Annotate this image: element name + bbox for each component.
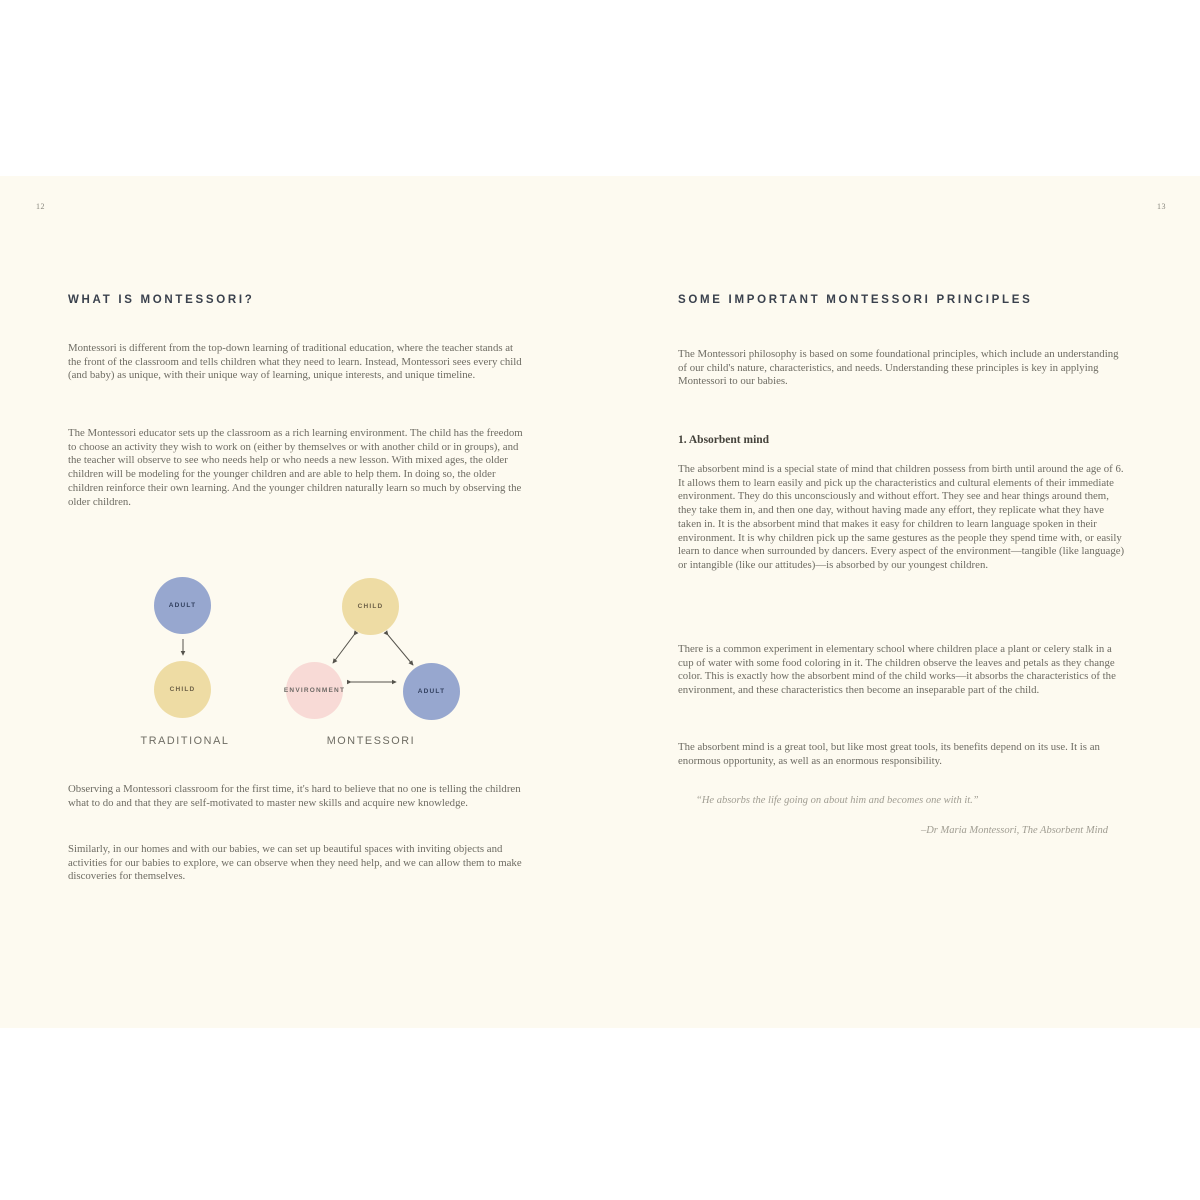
diagram-arrows	[68, 571, 526, 761]
right-page	[678, 176, 1130, 1028]
traditional-vs-montessori-diagram	[68, 571, 526, 761]
left-paragraph-1: Montessori is different from the top-down learning of traditional education, where the teacher stands at the front of the classroom and tells children what they need to learn. Instead, Montessori sees every child (and baby) as unique, with their unique way of learning, unique interests, and unique timeline.	[68, 342, 522, 382]
diagram-montessori-environment-label: ENVIRONMENT	[283, 687, 346, 694]
left-paragraph-4: Similarly, in our homes and with our babies, we can set up beautiful spaces with inviting objects and activities for our babies to explore, we can observe when they need help, and we can allow them to make discoveries for themselves.	[68, 843, 522, 883]
diagram-traditional-child-label: CHILD	[169, 686, 196, 693]
diagram-traditional-adult-label: ADULT	[168, 602, 197, 609]
page-number-right: 13	[1157, 202, 1166, 211]
right-paragraph-3: The absorbent mind is a great tool, but like most great tools, its benefits depend on its use. It is an enormous opportunity, as well as an enormous responsibility.	[678, 741, 1100, 767]
right-paragraph-1: The absorbent mind is a special state of mind that children possess from birth until around the age of 6. It allows them to learn easily and pick up the characteristics and cultural elements of their immediate environment. They do this unconsciously and without effort. They see and hear things around them, they take them in, and then one day, without having made any effort, they replicate what they have taken in. It is the absorbent mind that makes it easy for children to learn language spoken in their environment. It is why children pick up the same gestures as the people they spend time with, or easily learn to dance when surrounded by dancers. Every aspect of the environment—tangible (like language) or intangible (like our attitudes)—is absorbed by our youngest children.	[678, 463, 1125, 571]
montessori-quote: “He absorbs the life going on about him and becomes one with it.”	[696, 795, 979, 806]
diagram-montessori-child-label: CHILD	[357, 603, 384, 610]
diagram-montessori-caption: MONTESSORI	[326, 735, 416, 747]
diagram-montessori-adult-label: ADULT	[417, 688, 446, 695]
left-page-title: WHAT IS MONTESSORI?	[68, 294, 255, 306]
right-paragraph-2: There is a common experiment in elementary school where children place a plant or celery stalk in a cup of water with some food coloring in it. The children observe the leaves and petals as they change color. This is exactly how the absorbent mind of the child works—it absorbs the characteristics of the environment, and these characteristics then become an inseparable part of the child.	[678, 643, 1116, 697]
page-number-left: 12	[36, 202, 45, 211]
left-page	[68, 176, 526, 1028]
right-intro-paragraph: The Montessori philosophy is based on some foundational principles, which include an understanding of our child's nature, characteristics, and needs. Understanding these principles is key in applying Montessori to our babies.	[678, 348, 1119, 388]
right-page-title: SOME IMPORTANT MONTESSORI PRINCIPLES	[678, 294, 1033, 306]
left-paragraph-2: The Montessori educator sets up the classroom as a rich learning environment. The child has the freedom to choose an activity they wish to work on (either by themselves or with another child or in groups), and the teacher will observe to see who needs help or who needs a new lesson. With mixed ages, the older children will be modeling for the younger children and are able to help them. In doing so, the older children reinforce their own learning. And the younger children naturally learn so much by observing the older children.	[68, 427, 523, 508]
montessori-quote-attribution: –Dr Maria Montessori, The Absorbent Mind	[920, 825, 1108, 836]
left-paragraph-3: Observing a Montessori classroom for the first time, it's hard to believe that no one is telling the children what to do and that they are self-motivated to master new skills and acquire new knowledge.	[68, 783, 521, 809]
absorbent-mind-heading: 1. Absorbent mind	[678, 434, 770, 446]
diagram-traditional-caption: TRADITIONAL	[140, 735, 230, 747]
book-spread-background	[0, 176, 1200, 1028]
